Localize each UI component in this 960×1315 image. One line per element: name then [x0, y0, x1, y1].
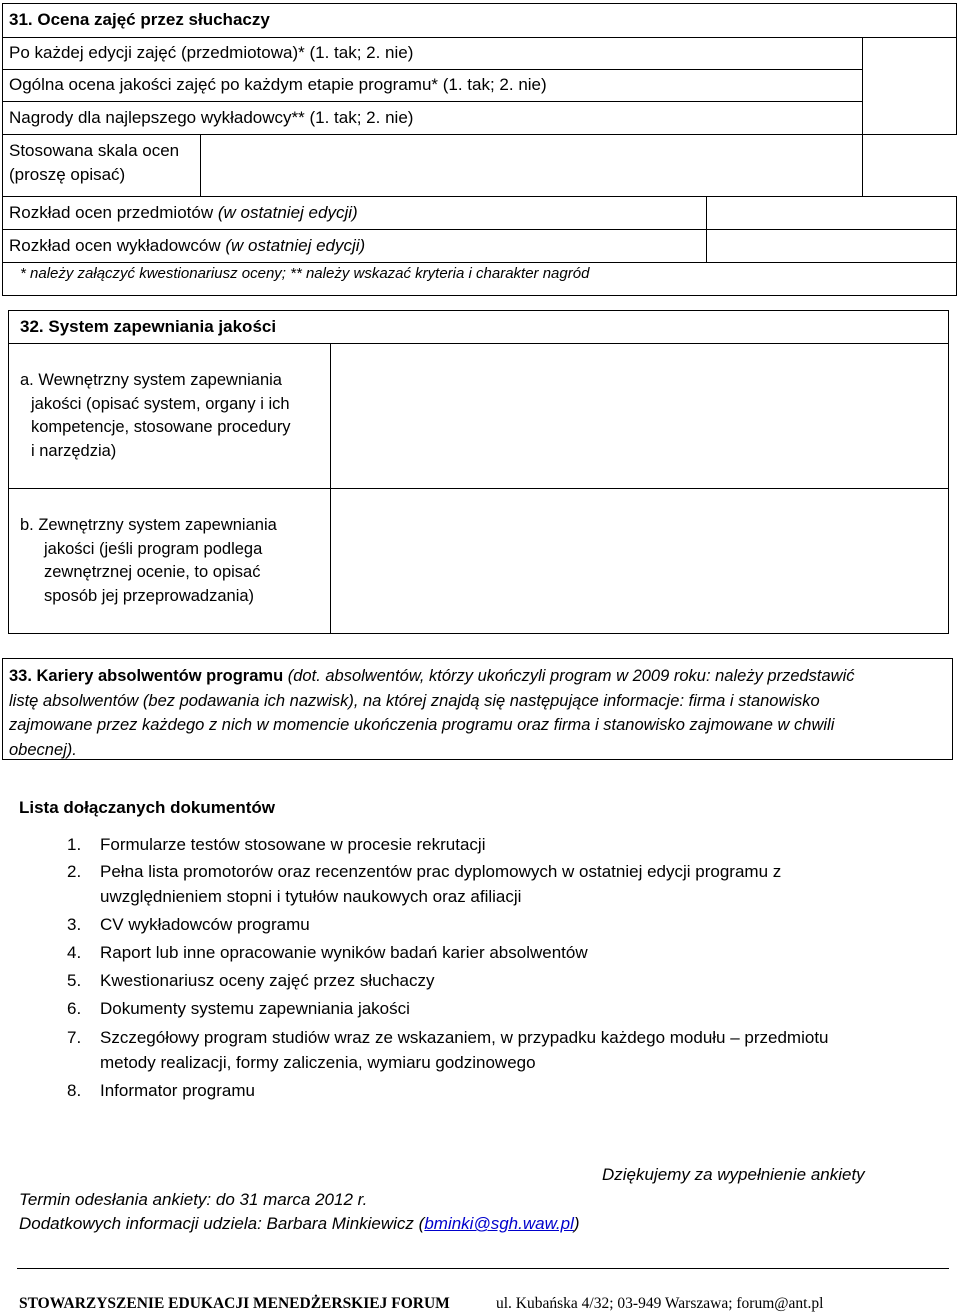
s32-a-line-1: jakości (opisać system, organy i ich [31, 395, 290, 413]
q5-divider [706, 196, 707, 230]
doc-item-7-text-line2: metody realizacji, formy zaliczenia, wymiaru godzinowego [100, 1053, 536, 1072]
q3-label: Nagrody dla najlepszego wykładowcy** (1. tak; 2. nie) [9, 108, 414, 127]
doc-item-7-num: 7. [67, 1028, 82, 1047]
doc-item-1-text: Formularze testów stosowane w procesie rekrutacji [100, 835, 486, 854]
s32-b-line-2: zewnętrznej ocenie, to opisać [44, 563, 261, 581]
contact-suffix: ) [573, 1214, 580, 1233]
footer-org: STOWARZYSZENIE EDUKACJI MENEDŻERSKIEJ FORUM [19, 1295, 450, 1312]
q4-label-line2: (proszę opisać) [9, 165, 126, 184]
q6-divider [706, 229, 707, 263]
s33-line-3: obecnej). [9, 740, 77, 759]
s32-b-divider [330, 488, 331, 634]
q5-label-main: Rozkład ocen przedmiotów [9, 203, 218, 222]
deadline-note: Termin odesłania ankiety: do 31 marca 2012 r. [19, 1190, 368, 1209]
doc-item-8-num: 8. [67, 1081, 82, 1100]
s32-b-line-3: sposób jej przeprowadzania) [44, 587, 255, 605]
section-32-heading: 32. System zapewniania jakości [20, 317, 277, 336]
s32-a-line-3: i narzędzia) [31, 442, 117, 460]
s32-a-divider [330, 343, 331, 489]
doc-item-6-text: Dokumenty systemu zapewniania jakości [100, 999, 410, 1018]
doc-item-2-text-line2: uwzględnieniem stopni i tytułów naukowych oraz afiliacji [100, 887, 522, 906]
q6-label [9, 236, 365, 256]
s33-line-0 [9, 664, 949, 689]
footer-rule [17, 1268, 949, 1269]
q2-label: Ogólna ocena jakości zajęć po każdym etapie programu* (1. tak; 2. nie) [9, 75, 547, 94]
doc-item-7-text-line1: Szczegółowy program studiów wraz ze wskazaniem, w przypadku każdego modułu – przedmiotu [100, 1028, 829, 1047]
doc-item-3-num: 3. [67, 915, 82, 934]
contact-email-link[interactable]: bminki@sgh.waw.pl [424, 1214, 574, 1233]
doc-item-4-num: 4. [67, 943, 82, 962]
doc-item-2-text-line1: Pełna lista promotorów oraz recenzentów prac dyplomowych w ostatniej edycji programu z [100, 862, 782, 881]
footer-address: ul. Kubańska 4/32; 03-949 Warszawa; forum@ant.pl [496, 1295, 824, 1312]
doc-item-2-num: 2. [67, 862, 82, 881]
section-33-heading: 33. Kariery absolwentów programu [9, 667, 284, 685]
s33-line-1: listę absolwentów (bez podawania ich nazwisk), na której znajdą się następujące informacje: firma i stanowisko [9, 691, 820, 710]
s32-a-line-0: a. Wewnętrzny system zapewniania [20, 371, 282, 389]
q6-label-note: (w ostatniej edycji) [225, 236, 366, 255]
q5-label [9, 203, 358, 223]
q1-label: Po każdej edycji zajęć (przedmiotowa)* (1. tak; 2. nie) [9, 43, 414, 62]
s32-b-line-0: b. Zewnętrzny system zapewniania [20, 516, 277, 534]
contact-prefix: Dodatkowych informacji udziela: Barbara Minkiewicz ( [19, 1214, 425, 1233]
s32-a-line-2: kompetencje, stosowane procedury [31, 418, 291, 436]
doc-item-5-num: 5. [67, 971, 82, 990]
section-33-text [9, 664, 949, 762]
doc-item-8-text: Informator programu [100, 1081, 255, 1100]
contact-note [19, 1214, 580, 1234]
q4-divider [200, 134, 201, 197]
doc-item-1-num: 1. [67, 835, 82, 854]
q5-label-note: (w ostatniej edycji) [217, 203, 358, 222]
s33-line-2: zajmowane przez każdego z nich w momencie ukończenia programu oraz firma i stanowisko zajmowane w chwili [9, 716, 835, 734]
section-31-footnote: * należy załączyć kwestionariusz oceny; ** należy wskazać kryteria i charakter nagród [20, 265, 590, 282]
q4-label-line1: Stosowana skala ocen [9, 141, 180, 160]
doc-item-5-text: Kwestionariusz oceny zajęć przez słuchaczy [100, 971, 435, 990]
thanks-note: Dziękujemy za wypełnienie ankiety [602, 1165, 865, 1184]
doc-item-3-text: CV wykładowców programu [100, 915, 310, 934]
q6-label-main: Rozkład ocen wykładowców [9, 236, 226, 255]
s33-line-0-text: (dot. absolwentów, którzy ukończyli program w 2009 roku: należy przedstawić [283, 667, 855, 685]
documents-heading: Lista dołączanych dokumentów [19, 798, 275, 817]
doc-item-4-text: Raport lub inne opracowanie wyników badań karier absolwentów [100, 943, 588, 962]
s32-b-line-1: jakości (jeśli program podlega [44, 540, 263, 558]
answer-column [862, 37, 957, 135]
doc-item-6-num: 6. [67, 999, 82, 1018]
section-31-heading: 31. Ocena zajęć przez słuchaczy [9, 10, 270, 29]
